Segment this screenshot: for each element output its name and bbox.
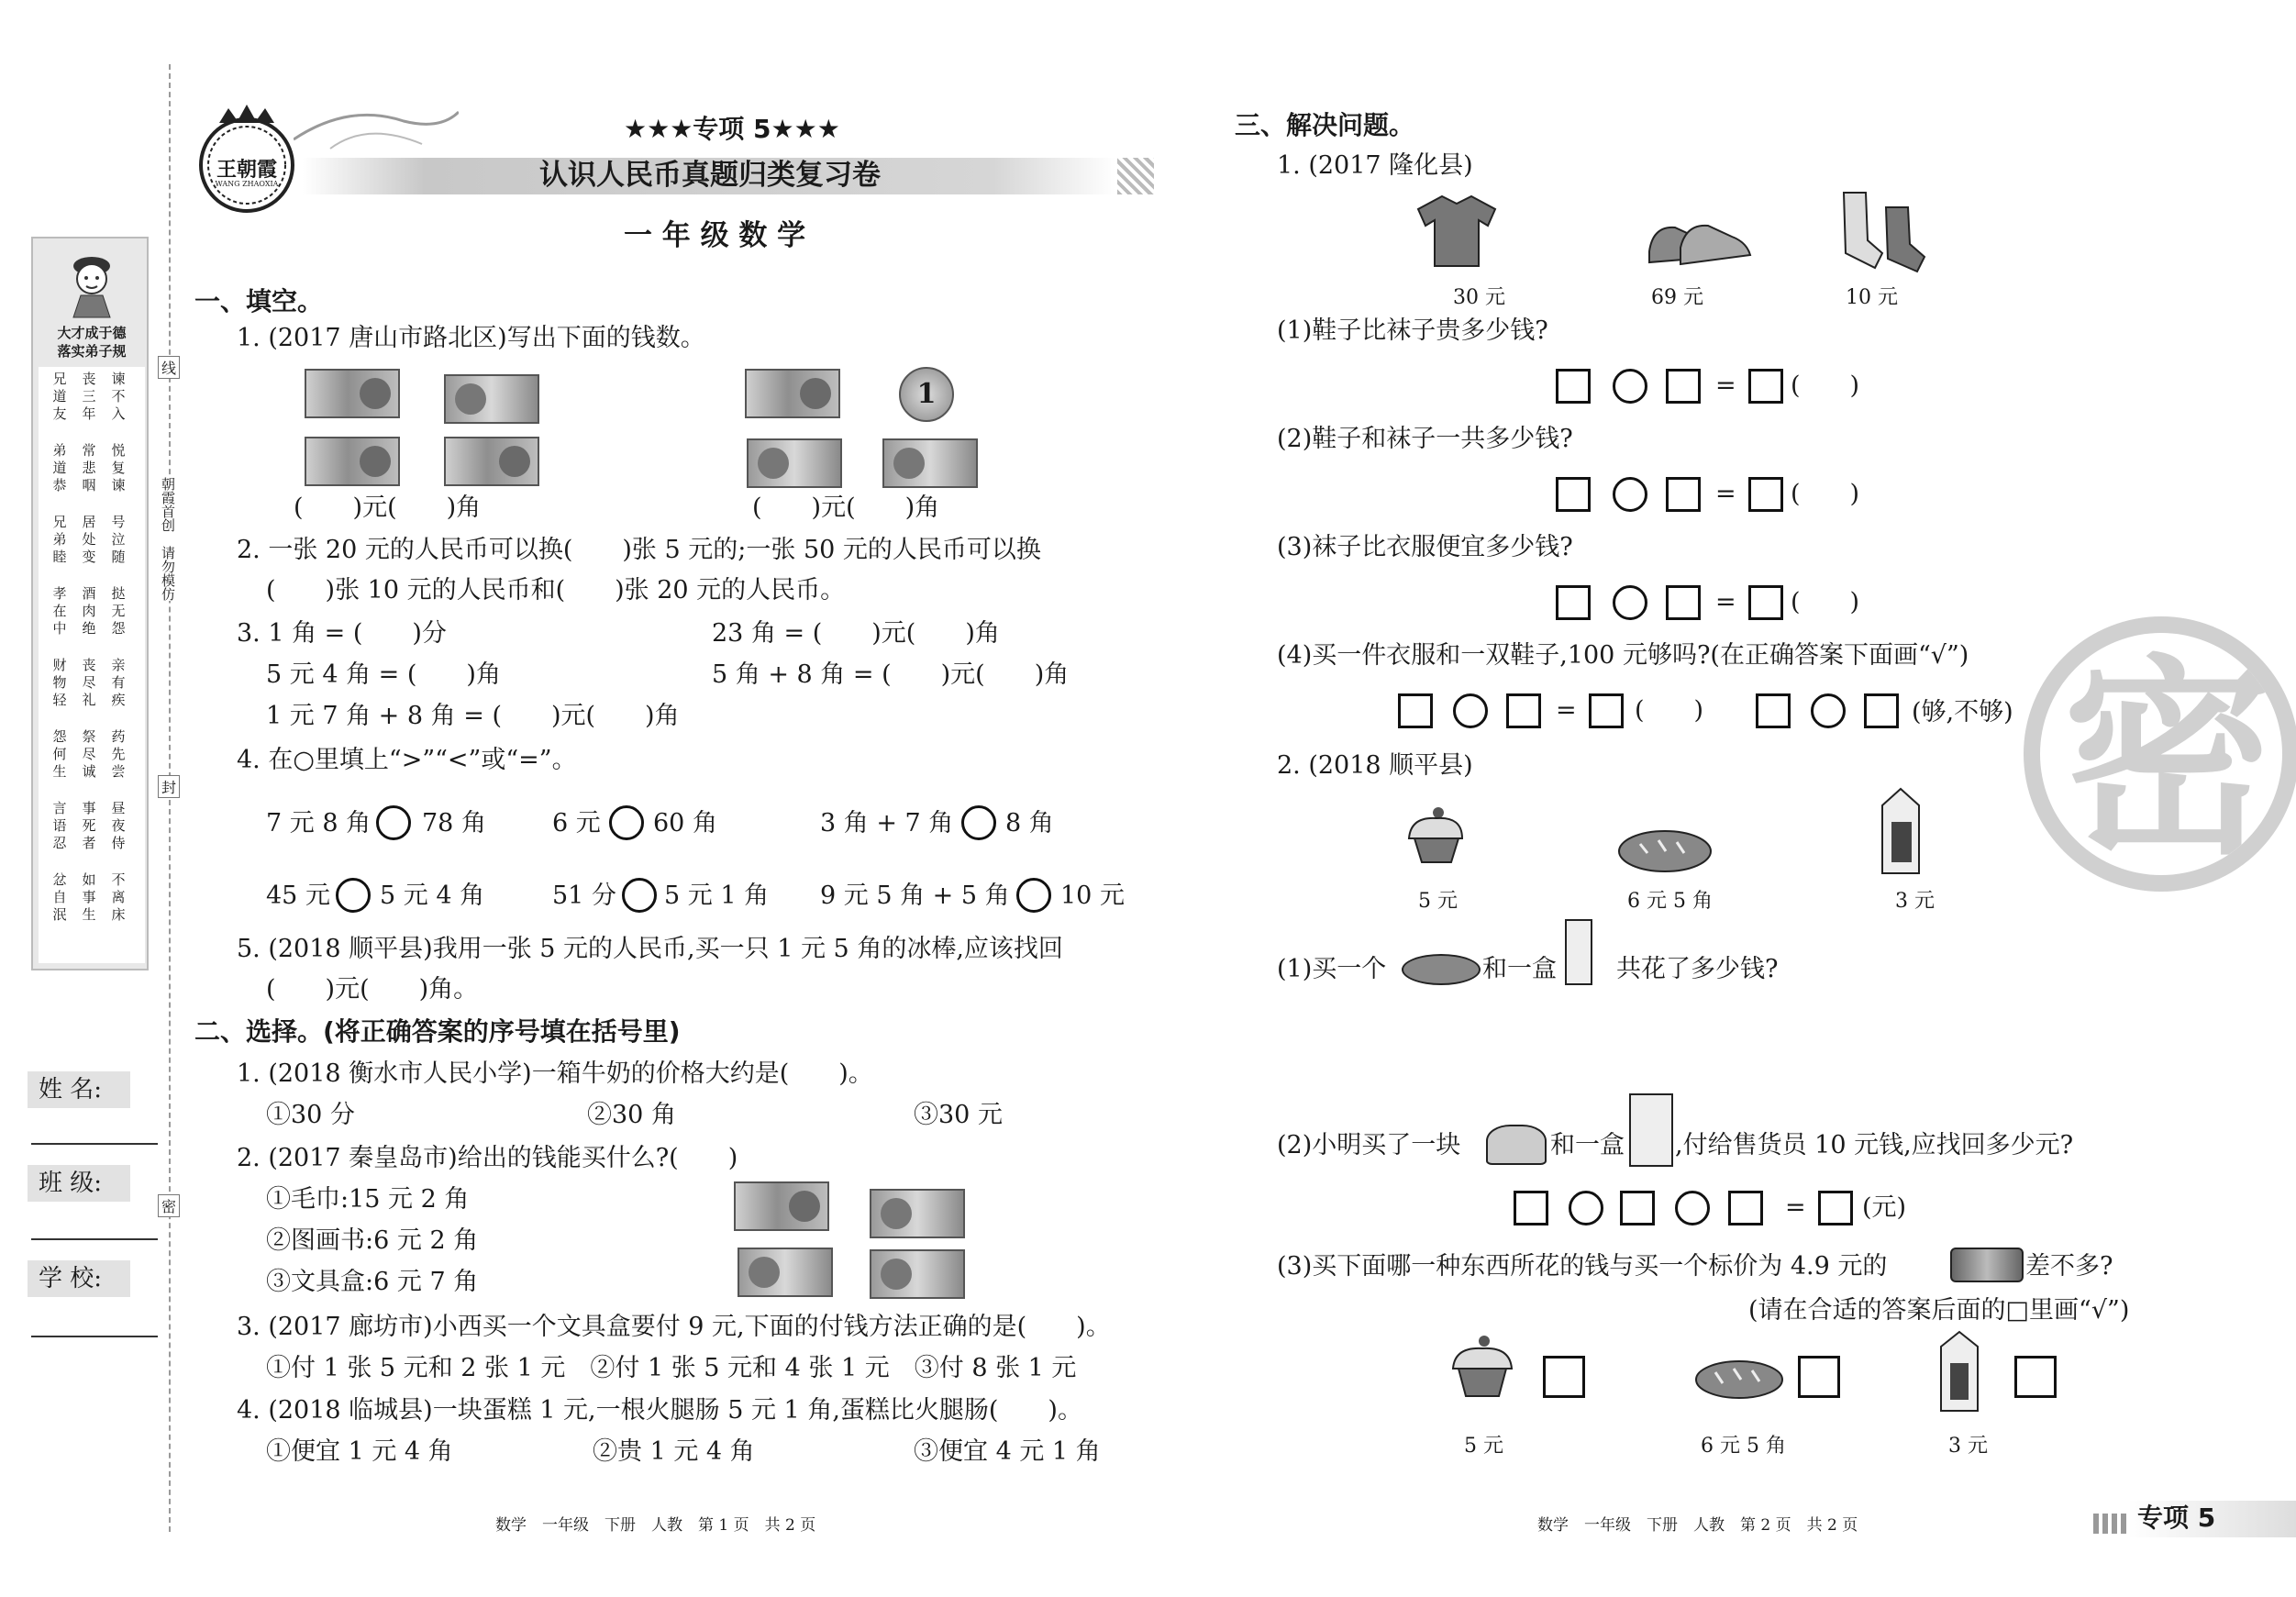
answer-box[interactable] — [1514, 1191, 1548, 1225]
answer-box[interactable] — [1589, 693, 1624, 728]
c1-text: 1. (2018 衡水市人民小学)一箱牛奶的价格大约是( )。 — [237, 1059, 873, 1088]
q3-milk-image — [1934, 1330, 1985, 1414]
answer-box[interactable] — [1556, 585, 1591, 620]
p1-price-socks: 10 元 — [1846, 286, 1898, 309]
operator-circle[interactable] — [1613, 585, 1647, 620]
p2-price-cake: 5 元 — [1418, 890, 1458, 913]
banknote-5jiao-b-image — [882, 438, 978, 488]
section-2-heading: 二、选择。(将正确答案的序号填在括号里) — [194, 1016, 681, 1047]
p2-q2-milk-icon — [1629, 1093, 1673, 1167]
ribbon-decoration — [294, 103, 459, 158]
q4-item-6-circle[interactable] — [1016, 878, 1051, 913]
q4-item-4-left: 45 元 — [266, 882, 330, 910]
unit-parens[interactable]: ( ) — [1791, 480, 1860, 508]
poem-column: 如事生 — [82, 871, 96, 923]
poem-column: 言语忍 — [52, 800, 67, 851]
c2-banknote-2jiao-image — [870, 1249, 965, 1299]
banknote-50-back-image — [444, 374, 539, 424]
poem-column: 不离床 — [111, 871, 126, 923]
answer-box[interactable] — [1864, 693, 1899, 728]
c4-option-2[interactable]: ②贵 1 元 4 角 — [593, 1437, 755, 1466]
q4-item-1-left: 7 元 8 角 — [266, 809, 372, 837]
equals-sign: = — [1715, 588, 1736, 616]
q3-cake-image — [1447, 1332, 1517, 1402]
special-label: ★★★专项 5★★★ — [624, 114, 840, 144]
p2-text: 2. (2018 顺平县) — [1277, 751, 1473, 780]
school-field[interactable] — [31, 1336, 158, 1337]
c1-option-1[interactable]: ①30 分 — [266, 1101, 355, 1129]
poem-column: 谏不入 — [111, 371, 126, 422]
p2-q1-milk-icon — [1565, 919, 1592, 985]
poem-column: 忿自泯 — [52, 871, 67, 923]
p2-question-1-b: 和一盒 — [1482, 955, 1557, 983]
banknote-5jiao-a-image — [747, 438, 842, 488]
binding-line — [169, 64, 171, 1532]
c1-option-2[interactable]: ②30 角 — [587, 1101, 676, 1129]
poem-column: 亲有疾 — [111, 657, 126, 708]
equals-sign: = — [1715, 480, 1736, 508]
q4-item-3-left: 3 角 + 7 角 — [820, 809, 954, 837]
c4-option-3[interactable]: ③便宜 4 元 1 角 — [914, 1437, 1101, 1466]
motto-2: 落实弟子规 — [57, 343, 127, 360]
q1-text: 1. (2017 唐山市路北区)写出下面的钱数。 — [237, 324, 705, 352]
equals-sign: = — [1715, 372, 1736, 400]
p2-q2-cake-icon — [1486, 1125, 1547, 1165]
enough-choice[interactable]: (够,不够) — [1912, 698, 2013, 726]
class-field[interactable] — [31, 1238, 158, 1240]
p1-price-shoes: 69 元 — [1651, 286, 1703, 309]
answer-box[interactable] — [1506, 693, 1541, 728]
socks-image — [1835, 189, 1932, 273]
q3-item-b: 23 角 = ( )元( )角 — [712, 619, 1000, 648]
secret-stamp-text: 密 — [2062, 638, 2274, 883]
banknote-1b-image — [444, 437, 539, 486]
q3-check-cake[interactable] — [1543, 1356, 1585, 1398]
equals-sign: = — [1785, 1193, 1806, 1222]
poem-column: 酒肉绝 — [82, 585, 96, 637]
answer-box[interactable] — [1818, 1191, 1853, 1225]
page-title: 认识人民币真题归类复习卷 — [539, 159, 881, 192]
q5-line-1: 5. (2018 顺平县)我用一张 5 元的人民币,买一只 1 元 5 角的冰棒,应该找回 — [237, 935, 1063, 963]
q3-item-a: 3. 1 角 = ( )分 — [237, 619, 447, 648]
poem-column: 兄道友 — [52, 371, 67, 422]
q4-text: 4. 在○里填上“>”“<”或“=”。 — [237, 746, 577, 774]
answer-box[interactable] — [1748, 369, 1783, 404]
poem-column: 药先尝 — [111, 728, 126, 780]
poem-column: 常悲咽 — [82, 442, 96, 494]
poem-column: 丧尽礼 — [82, 657, 96, 708]
motto-1: 大才成于德 — [57, 325, 127, 341]
p1-text: 1. (2017 隆化县) — [1277, 151, 1473, 180]
operator-circle[interactable] — [1569, 1191, 1603, 1225]
poem-column: 昼夜侍 — [111, 800, 126, 851]
brand-logo — [196, 103, 297, 216]
operator-circle[interactable] — [1675, 1191, 1710, 1225]
q4-item-6-right: 10 元 — [1060, 882, 1125, 910]
coin-1-image: 1 — [899, 367, 954, 422]
class-label: 班 级: — [28, 1165, 130, 1202]
poem-column: 居处变 — [82, 514, 96, 565]
c2-option-3[interactable]: ③文具盒:6 元 7 角 — [266, 1268, 479, 1296]
q3-bread-image — [1693, 1358, 1785, 1400]
answer-box[interactable] — [1666, 477, 1701, 512]
page-subtitle: 一 年 级 数 学 — [624, 219, 806, 252]
p2-price-milk: 3 元 — [1895, 890, 1935, 913]
p2-question-3-note: (请在合适的答案后面的□里画“√”) — [1748, 1296, 2130, 1325]
c4-text: 4. (2018 临城县)一块蛋糕 1 元,一根火腿肠 5 元 1 角,蛋糕比火腿肠( )。 — [237, 1396, 1082, 1425]
name-label: 姓 名: — [28, 1071, 130, 1108]
answer-box[interactable] — [1748, 477, 1783, 512]
q4-item-4-circle[interactable] — [336, 878, 371, 913]
q3-check-milk[interactable] — [2014, 1356, 2057, 1398]
right-footer: 数学 一年级 下册 人教 第 2 页 共 2 页 — [1537, 1516, 1858, 1535]
q3-price-bread: 6 元 5 角 — [1701, 1435, 1786, 1458]
p2-question-2-a: (2)小明买了一块 — [1277, 1131, 1461, 1159]
q2-line-2: ( )张 10 元的人民币和( )张 20 元的人民币。 — [266, 576, 846, 604]
poem-column: 事死者 — [82, 800, 96, 851]
q3-item-e: 1 元 7 角 + 8 角 = ( )元( )角 — [266, 702, 680, 730]
cake-image — [1403, 804, 1468, 868]
c2-banknote-1-image — [870, 1189, 965, 1238]
operator-circle[interactable] — [1613, 477, 1647, 512]
c2-banknote-1jiao-image — [738, 1248, 833, 1297]
q3-price-milk: 3 元 — [1948, 1435, 1988, 1458]
c2-option-1[interactable]: ①毛巾:15 元 2 角 — [266, 1185, 470, 1214]
p2-question-1-a: (1)买一个 — [1277, 955, 1387, 983]
poem-column: 弟道恭 — [52, 442, 67, 494]
poem-column: 悦复谏 — [111, 442, 126, 494]
p1-question-1: (1)鞋子比袜子贵多少钱? — [1277, 316, 1548, 345]
corner-decoration — [2093, 1514, 2126, 1534]
poem-column: 祭尽诚 — [82, 728, 96, 780]
operator-circle[interactable] — [1613, 369, 1647, 404]
q4-item-2-left: 6 元 — [552, 809, 601, 837]
c2-banknote-5-image — [734, 1181, 829, 1231]
secret-stamp — [2024, 616, 2296, 892]
poem-column: 号泣随 — [111, 514, 126, 565]
answer-box[interactable] — [1666, 585, 1701, 620]
equals-sign: = — [1556, 696, 1577, 725]
corner-label: 专项 5 — [2137, 1503, 2216, 1533]
p1-question-2: (2)鞋子和袜子一共多少钱? — [1277, 425, 1573, 453]
answer-box[interactable] — [1556, 369, 1591, 404]
p2-question-2-c: ,付给售货员 10 元钱,应找回多少元? — [1675, 1131, 2074, 1159]
q4-item-3-right: 8 角 — [1005, 809, 1054, 837]
p1-question-3: (3)袜子比衣服便宜多少钱? — [1277, 533, 1573, 561]
c2-text: 2. (2017 秦皇岛市)给出的钱能买什么?( ) — [237, 1144, 738, 1172]
poem-column: 孝在中 — [52, 585, 67, 637]
c2-option-2[interactable]: ②图画书:6 元 2 角 — [266, 1226, 479, 1255]
q4-item-3-circle[interactable] — [961, 805, 996, 840]
poem-column: 丧三年 — [82, 371, 96, 422]
answer-box[interactable] — [1748, 585, 1783, 620]
c3-text: 3. (2017 廊坊市)小西买一个文具盒要付 9 元,下面的付钱方法正确的是( )。 — [237, 1313, 1111, 1341]
q2-line-1: 2. 一张 20 元的人民币可以换( )张 5 元的;一张 50 元的人民币可以换 — [237, 536, 1041, 564]
answer-box[interactable] — [1398, 693, 1433, 728]
q1-answer-a[interactable]: ( )元( )角 — [294, 494, 482, 522]
answer-box[interactable] — [1666, 369, 1701, 404]
banknote-50-image — [305, 369, 400, 418]
binding-label-seal: 封 — [158, 775, 180, 798]
p1-question-4: (4)买一件衣服和一双鞋子,100 元够吗?(在正确答案下面画“√”) — [1277, 641, 1969, 670]
unit-parens[interactable]: ( ) — [1791, 588, 1860, 616]
shoes-image — [1644, 211, 1754, 270]
cartoon-boy-image — [59, 246, 125, 319]
p2-question-2-b: 和一盒 — [1550, 1131, 1625, 1159]
q4-item-1-right: 78 角 — [422, 809, 486, 837]
q4-item-5-right: 5 元 1 角 — [664, 882, 770, 910]
q4-item-2-right: 60 角 — [653, 809, 717, 837]
binding-label-secret: 密 — [158, 1194, 180, 1217]
school-label: 学 校: — [28, 1260, 130, 1297]
name-field[interactable] — [31, 1143, 158, 1145]
answer-box[interactable] — [1620, 1191, 1655, 1225]
answer-box[interactable] — [1556, 477, 1591, 512]
q3-item-c: 5 元 4 角 = ( )角 — [266, 660, 501, 689]
section-1-heading: 一、填空。 — [194, 286, 324, 316]
p2-price-bread: 6 元 5 角 — [1627, 890, 1713, 913]
bread-image — [1616, 826, 1714, 873]
section-3-heading: 三、解决问题。 — [1235, 110, 1415, 140]
answer-box[interactable] — [1728, 1191, 1763, 1225]
c1-option-3[interactable]: ③30 元 — [914, 1101, 1003, 1129]
left-footer: 数学 一年级 下册 人教 第 1 页 共 2 页 — [495, 1516, 816, 1535]
unit-parens[interactable]: ( ) — [1791, 372, 1860, 400]
operator-circle[interactable] — [1811, 693, 1846, 728]
logo-small-text: WANG ZHAOXIA — [215, 180, 279, 188]
q3-item-d: 5 角 + 8 角 = ( )元( )角 — [712, 660, 1070, 689]
p1-price-tshirt: 30 元 — [1453, 286, 1505, 309]
binding-label-copyright: 朝霞首创 请勿模仿 — [160, 477, 176, 601]
title-band-pattern — [1117, 158, 1154, 194]
p2-q1-bread-icon — [1402, 954, 1481, 985]
poem-column: 挞无怨 — [111, 585, 126, 637]
q4-item-6-left: 9 元 5 角 + 5 角 — [820, 882, 1010, 910]
answer-box[interactable] — [1756, 693, 1791, 728]
q3-check-bread[interactable] — [1798, 1356, 1840, 1398]
q1-answer-b[interactable]: ( )元( )角 — [752, 494, 940, 522]
c3-options[interactable]: ①付 1 张 5 元和 2 张 1 元 ②付 1 张 5 元和 4 张 1 元 ③付 8 张 1 元 — [266, 1354, 1077, 1382]
q3-price-cake: 5 元 — [1464, 1435, 1503, 1458]
logo-text: 王朝霞 — [216, 158, 277, 182]
q4-item-2-circle[interactable] — [609, 805, 644, 840]
c4-option-1[interactable]: ①便宜 1 元 4 角 — [266, 1437, 453, 1466]
tshirt-image — [1414, 193, 1499, 268]
poem-column: 兄弟睦 — [52, 514, 67, 565]
pencil-case-image — [1950, 1248, 2024, 1282]
banknote-20-image — [745, 369, 840, 418]
q5-line-2: ( )元( )角。 — [266, 975, 479, 1004]
q4-item-5-circle[interactable] — [622, 878, 657, 913]
q4-item-1-circle[interactable] — [376, 805, 411, 840]
binding-label-line: 线 — [158, 356, 180, 379]
banknote-1a-image — [305, 437, 400, 486]
unit-parens[interactable]: ( ) — [1635, 696, 1704, 725]
unit-label: (元) — [1862, 1193, 1907, 1222]
milk-box-image — [1873, 787, 1928, 877]
q4-item-5-left: 51 分 — [552, 882, 616, 910]
operator-circle[interactable] — [1453, 693, 1488, 728]
poem-column: 财物轻 — [52, 657, 67, 708]
poem-column: 怨何生 — [52, 728, 67, 780]
p2-question-1-c: 共花了多少钱? — [1616, 955, 1779, 983]
p2-question-3-b: 差不多? — [2025, 1252, 2113, 1281]
q4-item-4-right: 5 元 4 角 — [380, 882, 485, 910]
p2-question-3-a: (3)买下面哪一种东西所花的钱与买一个标价为 4.9 元的 — [1277, 1252, 1888, 1281]
